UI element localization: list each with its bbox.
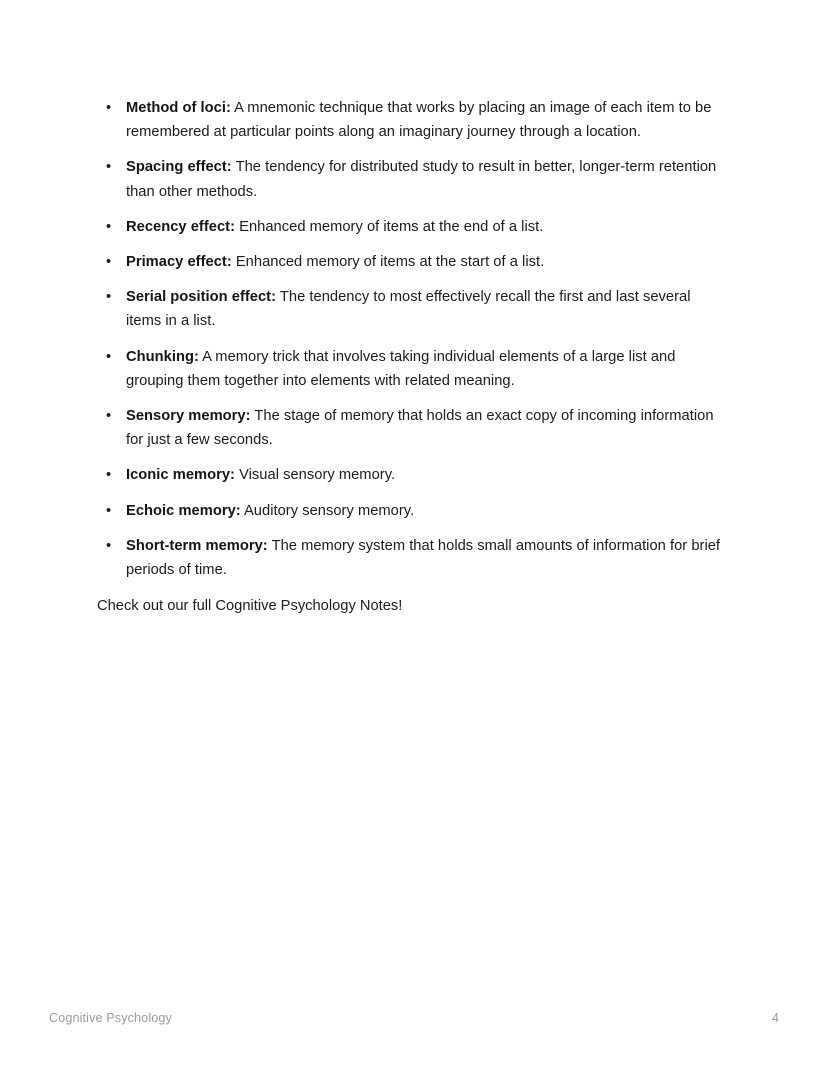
bullet-icon: •: [106, 100, 112, 116]
glossary-term-list: [97, 96, 729, 582]
glossary-term-item: [97, 499, 729, 523]
glossary-term-label: Iconic memory:: [126, 467, 235, 484]
glossary-term-label: Echoic memory:: [126, 502, 241, 519]
footer-document-title: Cognitive Psychology: [49, 1011, 172, 1025]
glossary-term-label: Sensory memory:: [126, 408, 251, 425]
bullet-icon: •: [106, 467, 112, 484]
glossary-term-definition: A mnemonic technique that works by placing an image of each item to be remembered at particular points along an imaginary journey through a location.: [126, 100, 712, 141]
glossary-term-definition: The stage of memory that holds an exact copy of incoming information for just a few seconds.: [126, 408, 714, 449]
glossary-term-item: [97, 404, 729, 452]
bullet-icon: •: [106, 289, 112, 306]
glossary-term-definition: Enhanced memory of items at the start of a list.: [231, 254, 545, 271]
glossary-term-item: [97, 345, 729, 393]
glossary-term-label: Method of loci:: [126, 100, 231, 116]
glossary-term-label: Primacy effect:: [126, 254, 232, 271]
bullet-icon: •: [106, 408, 112, 425]
footer-page-number: 4: [771, 1011, 779, 1025]
page-content: [97, 96, 729, 618]
glossary-term-definition: Visual sensory memory.: [234, 467, 396, 484]
bullet-icon: •: [106, 348, 112, 365]
glossary-term-label: Chunking:: [126, 348, 199, 365]
glossary-term-item: [97, 463, 729, 487]
glossary-term-item: [97, 534, 729, 582]
glossary-term-label: Spacing effect:: [126, 159, 232, 176]
glossary-term-definition: Auditory sensory memory.: [240, 502, 415, 519]
glossary-term-label: Serial position effect:: [126, 289, 277, 306]
glossary-term-label: Recency effect:: [126, 218, 236, 235]
glossary-term-definition: The memory system that holds small amounts of information for brief periods of time.: [126, 537, 721, 579]
glossary-term-definition: The tendency to most effectively recall the first and last several items in a list.: [126, 289, 691, 330]
glossary-term-item: [97, 96, 729, 144]
glossary-term-item: [97, 285, 729, 333]
closing-note: Check out our full Cognitive Psychology Notes!: [97, 598, 403, 615]
glossary-term-item: [97, 155, 729, 203]
glossary-term-item: [97, 250, 729, 274]
bullet-icon: •: [106, 218, 112, 235]
bullet-icon: •: [106, 537, 112, 554]
glossary-term-definition: Enhanced memory of items at the end of a list.: [235, 218, 544, 235]
bullet-icon: •: [106, 254, 112, 271]
bullet-icon: •: [106, 159, 112, 176]
page-footer: [49, 1010, 779, 1027]
glossary-term-item: [97, 215, 729, 239]
glossary-term-label: Short-term memory:: [126, 537, 268, 554]
bullet-icon: •: [106, 502, 112, 519]
glossary-term-definition: The tendency for distributed study to result in better, longer-term retention than other methods.: [126, 159, 717, 200]
glossary-term-definition: A memory trick that involves taking individual elements of a large list and grouping them together into elements with related meaning.: [126, 348, 676, 389]
